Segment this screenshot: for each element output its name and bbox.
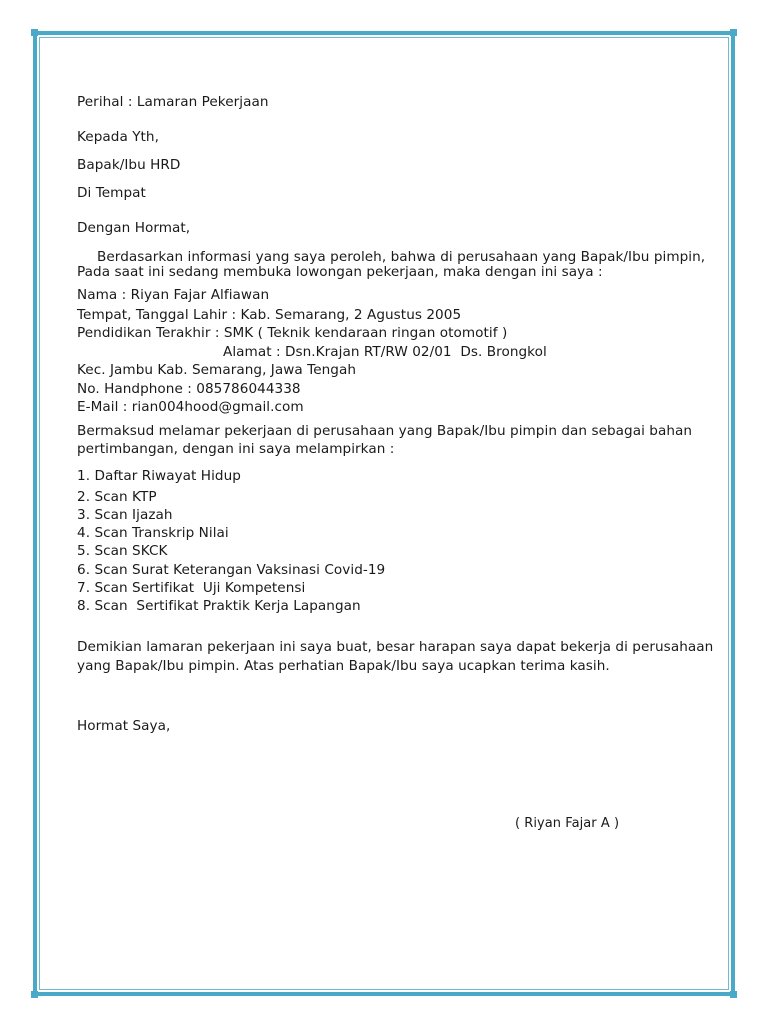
sign-off: Hormat Saya,: [77, 718, 171, 734]
detail-address-line-2: Kec. Jambu Kab. Semarang, Jawa Tengah: [77, 362, 357, 378]
detail-phone: No. Handphone : 085786044338: [77, 381, 301, 397]
attachment-item: 4. Scan Transkrip Nilai: [77, 525, 229, 541]
place-line: Di Tempat: [77, 185, 146, 201]
addressee-line: Kepada Yth,: [77, 129, 159, 145]
closing-paragraph-line-1: Demikian lamaran pekerjaan ini saya buat, besar harapan saya dapat bekerja di perusahaan: [77, 639, 714, 655]
attachment-item: 1. Daftar Riwayat Hidup: [77, 468, 241, 484]
frame-corner-top-right: [730, 29, 737, 36]
purpose-paragraph-line-2: pertimbangan, dengan ini saya melampirkan :: [77, 441, 395, 457]
attachment-item: 3. Scan Ijazah: [77, 507, 173, 523]
frame-corner-bottom-left: [31, 991, 38, 998]
detail-birth: Tempat, Tanggal Lahir : Kab. Semarang, 2 Agustus 2005: [77, 307, 462, 323]
attachment-item: 5. Scan SKCK: [77, 543, 168, 559]
intro-paragraph-line-1: Berdasarkan informasi yang saya peroleh, bahwa di perusahaan yang Bapak/Ibu pimpin,: [97, 249, 706, 265]
intro-paragraph-line-2: Pada saat ini sedang membuka lowongan pekerjaan, maka dengan ini saya :: [77, 264, 603, 280]
frame-corner-bottom-right: [730, 991, 737, 998]
greeting-line: Dengan Hormat,: [77, 220, 191, 236]
subject-line: Perihal : Lamaran Pekerjaan: [77, 94, 269, 110]
frame-corner-top-left: [31, 29, 38, 36]
recipient-line: Bapak/Ibu HRD: [77, 157, 181, 173]
detail-email: E-Mail : rian004hood@gmail.com: [77, 399, 304, 415]
closing-paragraph-line-2: yang Bapak/Ibu pimpin. Atas perhatian Bapak/Ibu saya ucapkan terima kasih.: [77, 658, 610, 674]
attachment-item: 6. Scan Surat Keterangan Vaksinasi Covid-19: [77, 562, 386, 578]
purpose-paragraph-line-1: Bermaksud melamar pekerjaan di perusahaan yang Bapak/Ibu pimpin dan sebagai bahan: [77, 423, 693, 439]
attachment-item: 8. Scan Sertifikat Praktik Kerja Lapangan: [77, 598, 361, 614]
detail-address-line-1: Alamat : Dsn.Krajan RT/RW 02/01 Ds. Brongkol: [223, 344, 547, 360]
detail-education: Pendidikan Terakhir : SMK ( Teknik kendaraan ringan otomotif ): [77, 325, 508, 341]
attachment-item: 7. Scan Sertifikat Uji Kompetensi: [77, 580, 306, 596]
detail-name: Nama : Riyan Fajar Alfiawan: [77, 287, 270, 303]
signature-name: ( Riyan Fajar A ): [515, 816, 620, 831]
attachment-item: 2. Scan KTP: [77, 489, 157, 505]
